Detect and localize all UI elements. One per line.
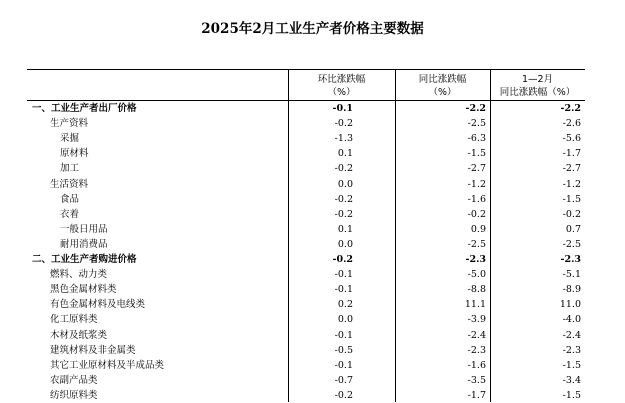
value-yoy: -1.2 bbox=[467, 178, 486, 190]
row-label: 加工 bbox=[60, 163, 80, 175]
value-ytd: -5.6 bbox=[562, 133, 581, 145]
value-yoy: 0.9 bbox=[470, 223, 486, 235]
row-label: 一、工业生产者出厂价格 bbox=[32, 103, 137, 114]
value-ytd: -1.5 bbox=[562, 193, 581, 205]
value-yoy: -1.7 bbox=[467, 389, 486, 401]
value-ytd: -3.4 bbox=[562, 374, 581, 386]
value-yoy: -2.5 bbox=[467, 238, 486, 250]
value-yoy: -1.6 bbox=[467, 193, 486, 205]
value-ytd: -2.3 bbox=[562, 344, 581, 356]
value-ytd: 0.7 bbox=[565, 223, 581, 235]
table-top-rule bbox=[27, 69, 585, 70]
value-yoy: -5.0 bbox=[467, 269, 486, 281]
value-yoy: -1.5 bbox=[467, 148, 486, 160]
value-mom: 0.2 bbox=[337, 299, 353, 311]
table-row bbox=[0, 343, 625, 358]
value-ytd: -5.1 bbox=[562, 269, 581, 281]
table-row bbox=[0, 267, 625, 282]
row-label: 化工原料类 bbox=[50, 314, 98, 326]
row-label: 农副产品类 bbox=[50, 374, 98, 386]
value-ytd: -2.6 bbox=[562, 118, 581, 130]
row-label: 原材料 bbox=[60, 148, 89, 160]
value-yoy: 11.1 bbox=[464, 299, 486, 311]
table-row bbox=[0, 207, 625, 222]
table-row bbox=[0, 312, 625, 327]
table-row bbox=[0, 192, 625, 207]
table-row bbox=[0, 161, 625, 176]
row-label: 二、工业生产者购进价格 bbox=[32, 254, 137, 265]
value-mom: -0.1 bbox=[332, 103, 353, 114]
value-yoy: -2.2 bbox=[465, 103, 486, 114]
value-yoy: -3.9 bbox=[467, 314, 486, 326]
header-ytd-line1: 1—2月 bbox=[521, 74, 554, 85]
table-row bbox=[0, 373, 625, 388]
value-mom: 0.1 bbox=[337, 223, 353, 235]
value-ytd: -2.7 bbox=[562, 163, 581, 175]
value-mom: 0.0 bbox=[337, 178, 353, 190]
value-mom: -0.1 bbox=[334, 329, 353, 341]
table-row bbox=[0, 252, 625, 267]
value-mom: -1.3 bbox=[334, 133, 353, 145]
value-ytd: -2.2 bbox=[560, 103, 581, 114]
table-row bbox=[0, 177, 625, 192]
row-label: 黑色金属材料类 bbox=[50, 284, 117, 296]
row-label: 木材及纸浆类 bbox=[50, 329, 108, 341]
header-mom-line2: （%） bbox=[327, 87, 356, 98]
row-label: 食品 bbox=[60, 193, 80, 205]
header-ytd-line2: 同比涨跌幅（%） bbox=[499, 87, 576, 98]
row-label: 耐用消费品 bbox=[60, 238, 108, 250]
value-ytd: 11.0 bbox=[559, 299, 581, 311]
table-row bbox=[0, 297, 625, 312]
row-label: 建筑材料及非金属类 bbox=[50, 344, 136, 356]
table-row bbox=[0, 116, 625, 131]
table-row bbox=[0, 282, 625, 297]
value-ytd: -2.5 bbox=[562, 238, 581, 250]
table-row bbox=[0, 101, 625, 116]
header-yoy bbox=[395, 73, 490, 99]
value-yoy: -6.3 bbox=[467, 133, 486, 145]
table-row bbox=[0, 328, 625, 343]
header-ytd bbox=[490, 73, 585, 99]
value-mom: -0.2 bbox=[332, 254, 353, 265]
row-label: 采掘 bbox=[60, 133, 80, 145]
value-yoy: -2.4 bbox=[467, 329, 486, 341]
value-mom: 0.0 bbox=[337, 314, 353, 326]
value-yoy: -2.3 bbox=[465, 254, 486, 265]
value-mom: 0.0 bbox=[337, 238, 353, 250]
row-label: 纺织原料类 bbox=[50, 389, 98, 401]
table-row bbox=[0, 358, 625, 373]
value-mom: -0.2 bbox=[334, 389, 353, 401]
value-ytd: -4.0 bbox=[562, 314, 581, 326]
header-yoy-line2: （%） bbox=[428, 87, 457, 98]
value-yoy: -3.5 bbox=[467, 374, 486, 386]
value-ytd: -8.9 bbox=[562, 284, 581, 296]
value-yoy: -2.5 bbox=[467, 118, 486, 130]
table-row bbox=[0, 237, 625, 252]
value-yoy: -2.3 bbox=[467, 344, 486, 356]
value-yoy: -2.7 bbox=[467, 163, 486, 175]
value-ytd: -1.7 bbox=[562, 148, 581, 160]
value-yoy: -1.6 bbox=[467, 359, 486, 371]
value-mom: -0.2 bbox=[334, 118, 353, 130]
page-title: 2025年2月工业生产者价格主要数据 bbox=[201, 21, 424, 37]
table-row bbox=[0, 222, 625, 237]
row-label: 一般日用品 bbox=[60, 223, 108, 235]
value-yoy: -0.2 bbox=[467, 208, 486, 220]
row-label: 燃料、动力类 bbox=[50, 269, 108, 281]
value-mom: -0.2 bbox=[334, 163, 353, 175]
value-mom: -0.1 bbox=[334, 269, 353, 281]
value-mom: -0.5 bbox=[334, 344, 353, 356]
table-row bbox=[0, 131, 625, 146]
value-ytd: -1.2 bbox=[562, 178, 581, 190]
row-label: 生活资料 bbox=[50, 178, 89, 190]
value-mom: 0.1 bbox=[337, 148, 353, 160]
value-ytd: -0.2 bbox=[562, 208, 581, 220]
row-label: 衣着 bbox=[60, 208, 80, 220]
value-mom: -0.1 bbox=[334, 284, 353, 296]
header-mom bbox=[288, 73, 395, 99]
value-mom: -0.2 bbox=[334, 208, 353, 220]
row-label: 其它工业原材料及半成品类 bbox=[50, 359, 165, 371]
value-yoy: -8.8 bbox=[467, 284, 486, 296]
row-label: 有色金属材料及电线类 bbox=[50, 299, 146, 311]
value-mom: -0.1 bbox=[334, 359, 353, 371]
header-mom-line1: 环比涨跌幅 bbox=[317, 74, 366, 85]
table-row bbox=[0, 388, 625, 403]
value-ytd: -1.5 bbox=[562, 359, 581, 371]
row-label: 生产资料 bbox=[50, 118, 89, 130]
value-ytd: -2.3 bbox=[560, 254, 581, 265]
value-ytd: -2.4 bbox=[562, 329, 581, 341]
header-yoy-line1: 同比涨跌幅 bbox=[418, 74, 467, 85]
value-mom: -0.2 bbox=[334, 193, 353, 205]
table-row bbox=[0, 146, 625, 161]
value-ytd: -1.5 bbox=[562, 389, 581, 401]
value-mom: -0.7 bbox=[334, 374, 353, 386]
